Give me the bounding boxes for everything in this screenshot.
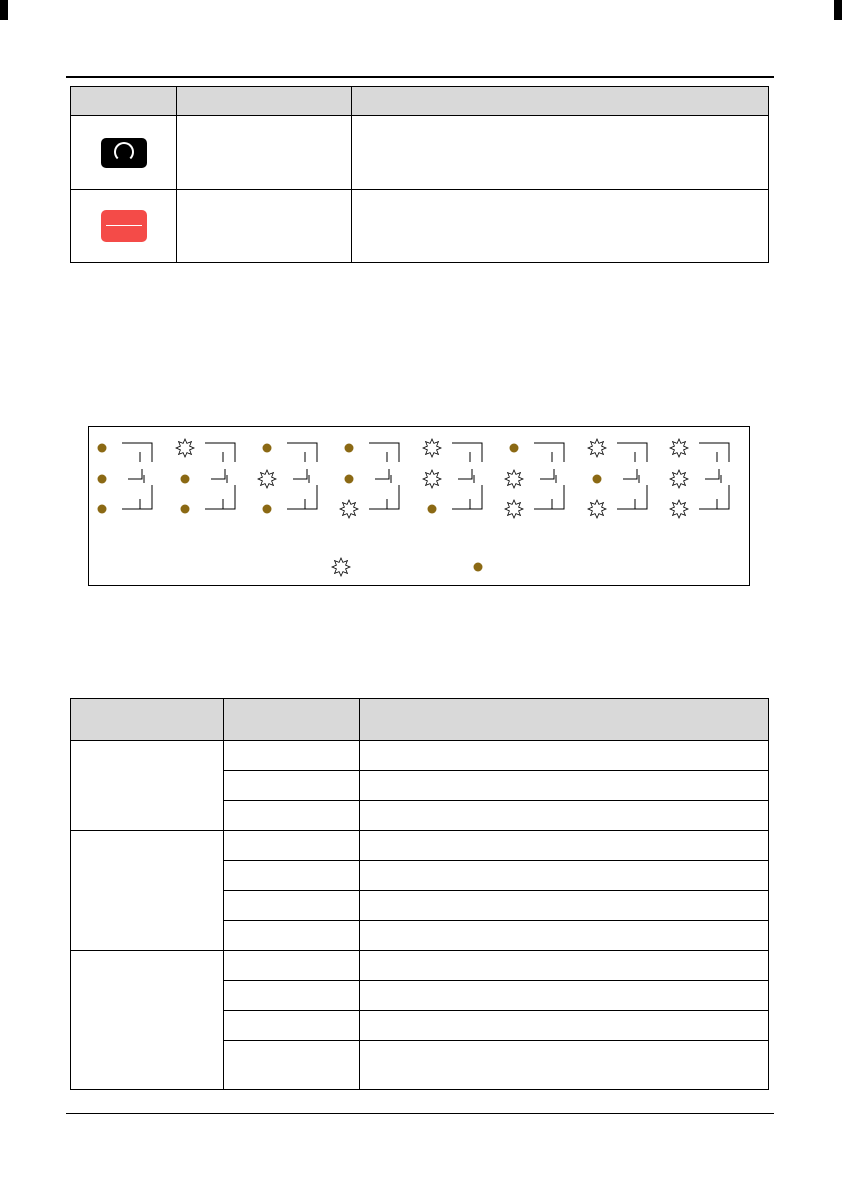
led-flashing-icon xyxy=(258,470,276,488)
led-bracket-lines xyxy=(699,443,729,509)
key-cell xyxy=(71,116,177,190)
led-on-icon xyxy=(181,505,190,514)
status-category xyxy=(71,741,224,831)
status-table-header xyxy=(71,699,769,741)
key-description xyxy=(352,116,769,190)
led-flashing-icon xyxy=(332,558,350,576)
led-on-icon xyxy=(263,505,272,514)
keys-table-row xyxy=(71,190,769,263)
led-flashing-icon xyxy=(588,500,606,518)
status-desc xyxy=(360,981,769,1011)
status-col-description xyxy=(360,699,769,741)
led-indicator-diagram xyxy=(88,426,750,586)
led-flashing-icon xyxy=(588,439,606,457)
led-flashing-icon xyxy=(423,439,441,457)
status-code xyxy=(224,831,360,861)
keys-col-key xyxy=(71,87,177,116)
status-code xyxy=(224,891,360,921)
status-desc xyxy=(360,1041,769,1090)
led-flashing-icon xyxy=(670,470,688,488)
status-code xyxy=(224,981,360,1011)
led-on-icon xyxy=(98,505,107,514)
led-on-icon xyxy=(510,444,519,453)
status-code xyxy=(224,741,360,771)
status-row xyxy=(71,951,769,981)
led-flashing-icon xyxy=(670,439,688,457)
status-code xyxy=(224,771,360,801)
status-desc xyxy=(360,801,769,831)
led-on-icon xyxy=(98,444,107,453)
key-cell xyxy=(71,190,177,263)
led-bracket-lines xyxy=(534,443,564,509)
status-code xyxy=(224,1041,360,1090)
knob-key-icon[interactable] xyxy=(101,138,147,168)
led-bracket-lines xyxy=(617,443,647,509)
footer-rule xyxy=(66,1113,774,1114)
status-code xyxy=(224,951,360,981)
led-on-icon xyxy=(593,475,602,484)
keys-table-header xyxy=(71,87,769,116)
status-code xyxy=(224,861,360,891)
led-bracket-lines xyxy=(122,443,152,509)
led-bracket-lines xyxy=(452,443,482,509)
led-flashing-icon xyxy=(505,470,523,488)
header-rule xyxy=(66,76,774,78)
led-on-icon xyxy=(181,475,190,484)
status-desc xyxy=(360,771,769,801)
status-row xyxy=(71,831,769,861)
led-flashing-icon xyxy=(423,470,441,488)
led-flashing-icon xyxy=(340,500,358,518)
status-desc xyxy=(360,951,769,981)
status-desc xyxy=(360,861,769,891)
led-flashing-icon xyxy=(670,500,688,518)
status-col-category xyxy=(71,699,224,741)
key-description xyxy=(352,190,769,263)
status-category xyxy=(71,951,224,1090)
status-row xyxy=(71,741,769,771)
led-on-icon xyxy=(345,444,354,453)
status-desc xyxy=(360,1011,769,1041)
led-diagram-svg xyxy=(89,427,751,587)
status-col-code xyxy=(224,699,360,741)
keys-table xyxy=(70,86,769,263)
status-code xyxy=(224,1011,360,1041)
keys-col-name xyxy=(177,87,352,116)
led-flashing-icon xyxy=(505,500,523,518)
keys-col-function xyxy=(352,87,769,116)
led-on-icon xyxy=(263,444,272,453)
led-on-icon xyxy=(98,475,107,484)
status-table xyxy=(70,698,769,1090)
led-on-icon xyxy=(474,563,483,572)
led-bracket-lines xyxy=(205,443,235,509)
keys-table-row xyxy=(71,116,769,190)
led-on-icon xyxy=(345,475,354,484)
status-code xyxy=(224,921,360,951)
status-desc xyxy=(360,741,769,771)
status-code xyxy=(224,801,360,831)
status-category xyxy=(71,831,224,951)
led-bracket-lines xyxy=(287,443,317,509)
page-corner-mark-right xyxy=(834,0,842,20)
key-name xyxy=(177,190,352,263)
page-corner-mark-left xyxy=(0,0,8,20)
stop-key-icon[interactable] xyxy=(101,210,147,242)
status-desc xyxy=(360,921,769,951)
led-bracket-lines xyxy=(369,443,399,509)
status-desc xyxy=(360,831,769,861)
key-name xyxy=(177,116,352,190)
status-desc xyxy=(360,891,769,921)
led-flashing-icon xyxy=(176,439,194,457)
led-on-icon xyxy=(428,505,437,514)
